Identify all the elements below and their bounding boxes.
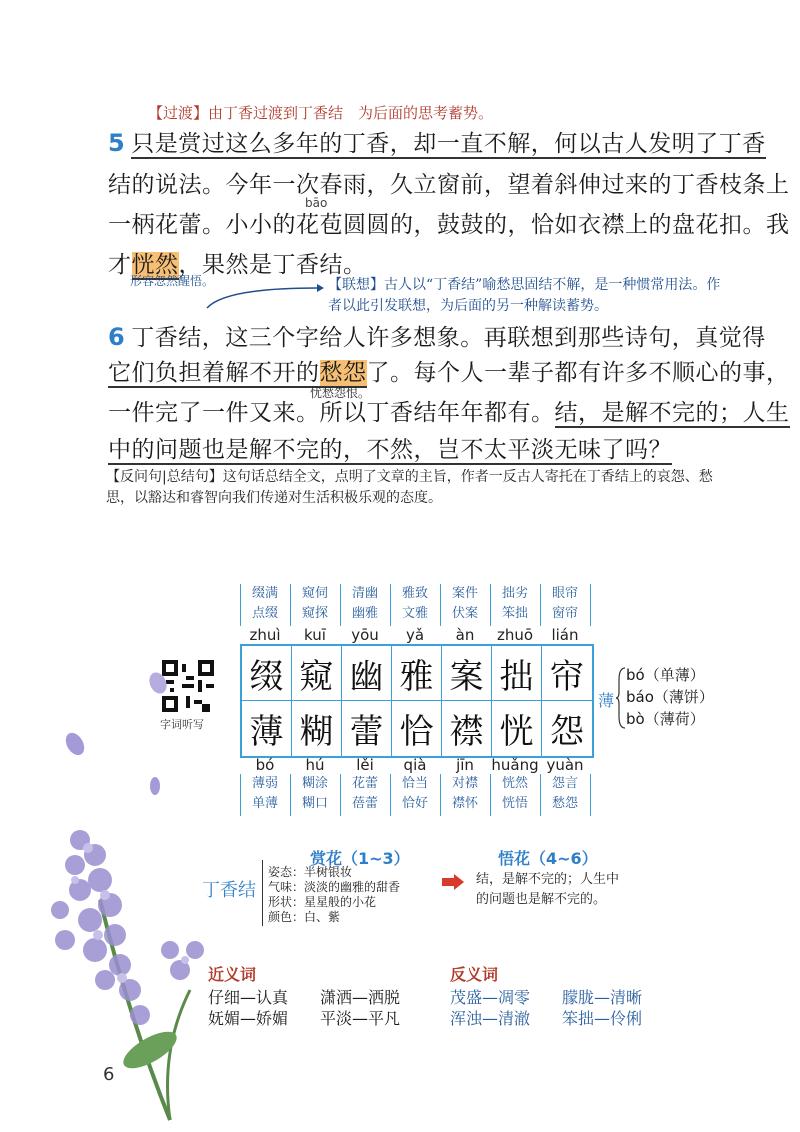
bottom-word-5: 对襟 襟怀 xyxy=(451,776,478,811)
bottom-word-7: 怨言 愁怨 xyxy=(551,776,578,811)
synonym-pair: 妩媚—娇媚 xyxy=(208,1009,289,1028)
pinyin-top-1: zhuì xyxy=(249,626,281,644)
para5-number: 5 xyxy=(108,129,126,157)
char-cell: 案 xyxy=(442,646,492,701)
char-cell: 恍 xyxy=(492,701,542,756)
note-fanwen: 【反问句|总结句】这句话总结全文，点明了文章的主旨，作者一反古人寄托在丁香结上的哀怨、愁思，以豁达和睿智向我们传递对生活积极乐观的态度。 xyxy=(106,469,713,506)
char-cell: 糊 xyxy=(292,701,342,756)
bottom-word-6: 恍然 恍悟 xyxy=(501,776,528,811)
antonym-pair: 朦胧—清晰 xyxy=(562,988,643,1007)
char-cell: 幽 xyxy=(342,646,392,701)
char-cell: 雅 xyxy=(392,646,442,701)
para5-text4a: 才 xyxy=(108,252,132,278)
top-word-3: 清幽 幽雅 xyxy=(351,586,378,621)
char-cell: 缀 xyxy=(242,646,292,701)
pinyin-top-4: yǎ xyxy=(405,626,425,644)
summary-item: 姿态：半树银妆 xyxy=(268,865,353,879)
summary-divider xyxy=(262,860,263,926)
para6-line4 xyxy=(108,435,672,465)
highlight-chouyuan: 愁怨 xyxy=(319,360,367,386)
petal-icon xyxy=(145,670,171,696)
polyphone-list xyxy=(626,664,714,730)
bottom-word-2: 糊涂 糊口 xyxy=(301,776,328,811)
para6-text2a: 它们负担着解不开的 xyxy=(108,360,320,386)
antonym-pair: 浑浊—清澈 xyxy=(450,1009,531,1028)
polyphone-item: bó（单薄） xyxy=(626,666,705,684)
pinyin-bottom-1: bó xyxy=(255,756,275,774)
para6-line3 xyxy=(108,398,790,428)
char-cell: 怨 xyxy=(550,712,584,752)
antonym-pair: 茂盛—凋零 xyxy=(450,988,531,1007)
arrow-right-icon xyxy=(442,874,464,890)
polyphone-item: bò（薄荷） xyxy=(626,710,705,728)
pinyin-bottom-2: hú xyxy=(305,756,325,774)
pinyin-top-7: lián xyxy=(551,626,579,644)
summary-root: 丁香结 xyxy=(202,880,256,901)
pinyin-bao: bāo xyxy=(305,196,328,210)
top-word-2: 窥伺 窥探 xyxy=(301,586,328,621)
para6-text1: 丁香结，这三个字给人许多想象。再联想到那些诗句，真觉得 xyxy=(131,325,766,351)
char-cell: 襟 xyxy=(442,701,492,756)
pinyin-bottom-4: qià xyxy=(403,756,427,774)
transition-note: 【过渡】由丁香过渡到丁香结 为后面的思考蓄势。 xyxy=(148,104,494,122)
summary-left-items xyxy=(268,865,400,925)
char-cell: 恰 xyxy=(392,701,442,756)
top-word-5: 案件 伏案 xyxy=(451,586,478,621)
top-word-1: 缀满 点缀 xyxy=(251,586,278,621)
lilac-flower-illustration xyxy=(20,720,220,1132)
summary-item: 气味：淡淡的幽雅的甜香 xyxy=(268,880,401,894)
para6-line2 xyxy=(108,358,790,388)
para5-line1 xyxy=(108,128,766,159)
top-word-7: 眼帘 窗帘 xyxy=(551,586,578,621)
pinyin-top-5: àn xyxy=(455,626,475,644)
bottom-word-3: 花蕾 蓓蕾 xyxy=(351,776,378,811)
synonym-pair: 仔细—认真 xyxy=(208,988,289,1007)
para6-line1 xyxy=(108,322,766,353)
antonym-pair: 笨拙—伶俐 xyxy=(562,1009,643,1028)
char-cell: 帘 xyxy=(550,657,584,697)
qr-label: 字词听写 xyxy=(160,718,204,731)
synonym-pair: 潇洒—洒脱 xyxy=(320,988,401,1007)
pinyin-top-6: zhuō xyxy=(496,626,534,644)
synonyms-title: 近义词 xyxy=(208,965,257,984)
synonym-pair: 平淡—平凡 xyxy=(320,1009,401,1028)
para5-line3: 一柄花蕾。小小的花苞圆圆的，鼓鼓的，恰如衣襟上的盘花扣。我 xyxy=(108,212,790,238)
top-word-6: 拙劣 笨拙 xyxy=(501,586,528,621)
para6-text3b: 结，是解不完的；人生 xyxy=(554,400,790,426)
vocab-grid xyxy=(240,644,594,758)
arrow-curve xyxy=(205,282,325,312)
bottom-word-4: 恰当 恰好 xyxy=(401,776,428,811)
pinyin-top-3: yōu xyxy=(351,626,379,644)
summary-item: 形状：星星般的小花 xyxy=(268,895,377,909)
para5-text4b: ，果然是丁香结。 xyxy=(178,252,367,278)
antonyms-title: 反义词 xyxy=(450,965,499,984)
top-word-4: 雅致 文雅 xyxy=(401,586,428,621)
highlight-huangran: 恍然 xyxy=(131,252,179,278)
note-xingrong: 形容忽然醒悟。 xyxy=(130,274,215,288)
summary-left-title: 赏花（1~3） xyxy=(310,849,410,868)
pinyin-bottom-7: yuàn xyxy=(546,756,584,774)
char-cell: 薄 xyxy=(242,701,292,756)
summary-right-text: 结，是解不完的；人生中 的问题也是解不完的。 xyxy=(476,872,620,907)
char-cell: 窥 xyxy=(292,646,342,701)
pinyin-bottom-3: lěi xyxy=(356,756,374,774)
para6-number: 6 xyxy=(108,323,126,351)
bottom-word-1: 薄弱 单薄 xyxy=(251,776,278,811)
page-number: 6 xyxy=(103,1064,115,1085)
note-lianxiang: 【联想】古人以“丁香结”喻愁思固结不解，是一种惯常用法。作者以此引发联想，为后面的另一种解读蓄势。 xyxy=(328,277,721,314)
polyphone-char: 薄 xyxy=(598,691,615,710)
summary-item: 颜色：白、紫 xyxy=(268,910,341,924)
char-cell: 拙 xyxy=(492,646,542,701)
brace-icon xyxy=(616,666,626,730)
para6-text2b: 了。每个人一辈子都有许多不顺心的事， xyxy=(366,360,790,386)
para6-text4: 中的问题也是解不完的，不然，岂不太平淡无味了吗？ xyxy=(108,437,672,463)
summary-right-title: 悟花（4~6） xyxy=(498,849,598,868)
para6-text3a: 一件完了一件又来。所以丁香结年年都有。 xyxy=(108,400,555,426)
pinyin-top-2: kuī xyxy=(304,626,326,644)
polyphone-item: báo（薄饼） xyxy=(626,688,714,706)
note-youchou: 忧愁怨恨。 xyxy=(310,386,371,400)
pinyin-bottom-5: jīn xyxy=(456,756,474,774)
char-cell: 蕾 xyxy=(342,701,392,756)
pinyin-bottom-6: huǎng xyxy=(491,756,539,774)
para5-line2: 结的说法。今年一次春雨，久立窗前，望着斜伸过来的丁香枝条上 xyxy=(108,172,790,198)
para5-text1: 只是赏过这么多年的丁香，却一直不解，何以古人发明了丁香 xyxy=(131,131,766,157)
